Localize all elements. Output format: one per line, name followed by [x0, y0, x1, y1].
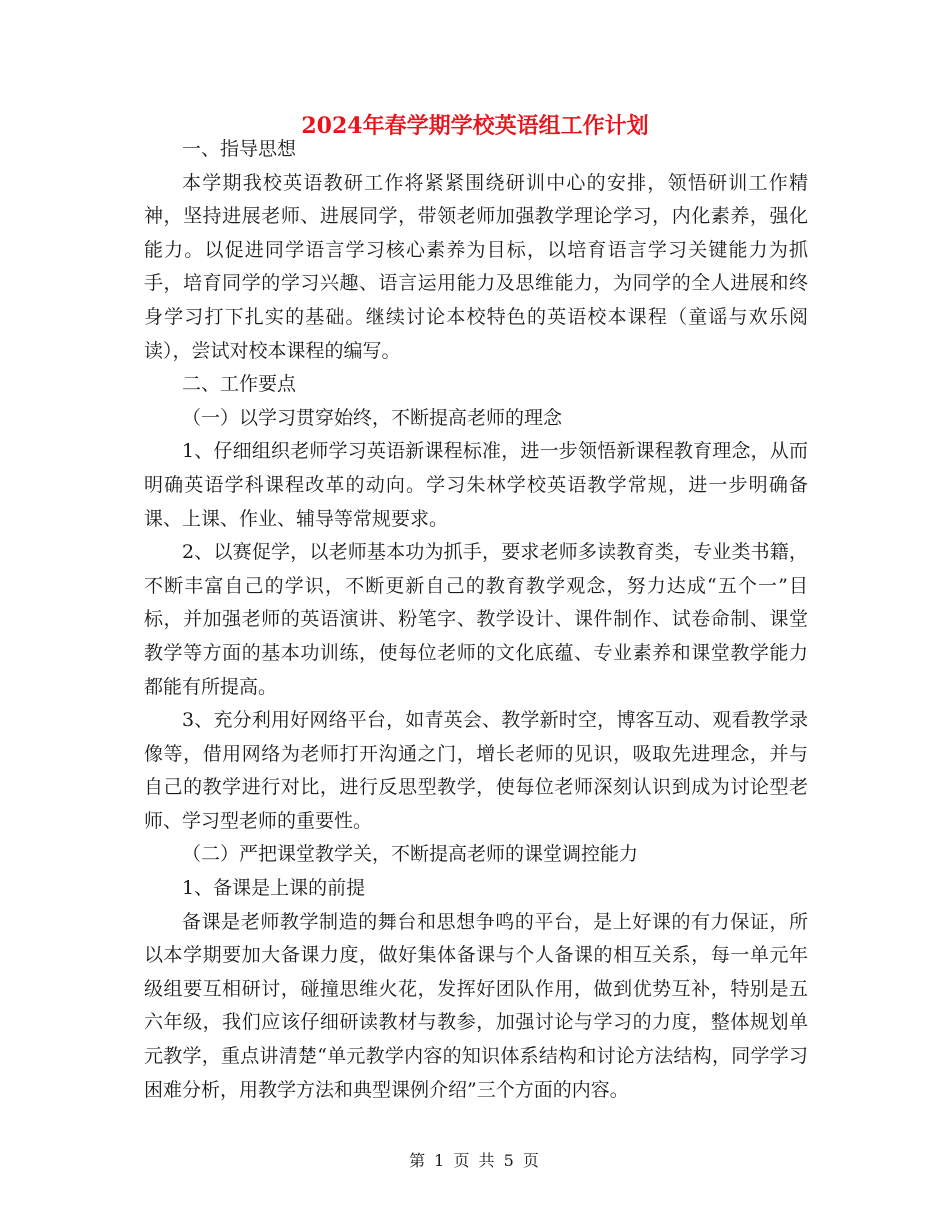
page-footer: 第 1 页 共 5 页 — [409, 1151, 541, 1170]
paragraph-lesson-prep: 备课是老师教学制造的舞台和思想争鸣的平台，是上好课的有力保证，所以本学期要加大备课力度，做好集体备课与个人备课的相互关系，每一单元年级组要互相研讨，碰撞思维火花，发挥好团队作用，做到优势互补，特别是五六年级，我们应该仔细研读教材与教参，加强讨论与学习的力度，整体规划单元教学，重点讲清楚“单元教学内容的知识体系结构和讨论方法结构，同学学习困难分析，用教学方法和典型课例介绍”三个方面的内容。 — [144, 910, 808, 1101]
item-heading-lesson-prep: 1、备课是上课的前提 — [182, 877, 366, 900]
paragraph-item-1: 1、仔细组织老师学习英语新课程标准，进一步领悟新课程教育理念，从而明确英语学科课程改革的动向。学习朱林学校英语教学常规，进一步明确备课、上课、作业、辅导等常规要求。 — [144, 440, 808, 530]
subsection-heading-classroom: （二）严把课堂教学关，不断提高老师的课堂调控能力 — [182, 843, 639, 866]
paragraph-item-2: 2、以赛促学，以老师基本功为抓手，要求老师多读教育类，专业类书籍，不断丰富自己的学识，不断更新自己的教育教学观念，努力达成“五个一”目标，并加强老师的英语演讲、粉笔字、教学设计、课件制作、试卷命制、课堂教学等方面的基本功训练，使每位老师的文化底蕴、专业素养和课堂教学能力都能有所提高。 — [144, 541, 808, 698]
section-heading-guiding-ideology: 一、指导思想 — [182, 138, 297, 160]
document-title: 2024年春学期学校英语组工作计划 — [301, 113, 649, 139]
document-body — [144, 133, 808, 1107]
section-heading-work-points: 二、工作要点 — [182, 373, 297, 396]
paragraph-item-3: 3、充分利用好网络平台，如青英会、教学新时空，博客互动、观看教学录像等，借用网络为老师打开沟通之门，增长老师的见识，吸取先进理念，并与自己的教学进行对比，进行反思型教学，使每位老师深刻认识到成为讨论型老师、学习型老师的重要性。 — [144, 709, 808, 832]
subsection-heading-learning: （一）以学习贯穿始终，不断提高老师的理念 — [182, 406, 563, 429]
paragraph-guiding-ideology: 本学期我校英语教研工作将紧紧围绕研训中心的安排，领悟研训工作精神，坚持进展老师、进展同学，带领老师加强教学理论学习，内化素养，强化能力。以促进同学语言学习核心素养为目标，以培育语言学习关键能力为抓手，培育同学的学习兴趣、语言运用能力及思维能力，为同学的全人进展和终身学习打下扎实的基础。继续讨论本校特色的英语校本课程（童谣与欢乐阅读），尝试对校本课程的编写。 — [144, 171, 808, 362]
